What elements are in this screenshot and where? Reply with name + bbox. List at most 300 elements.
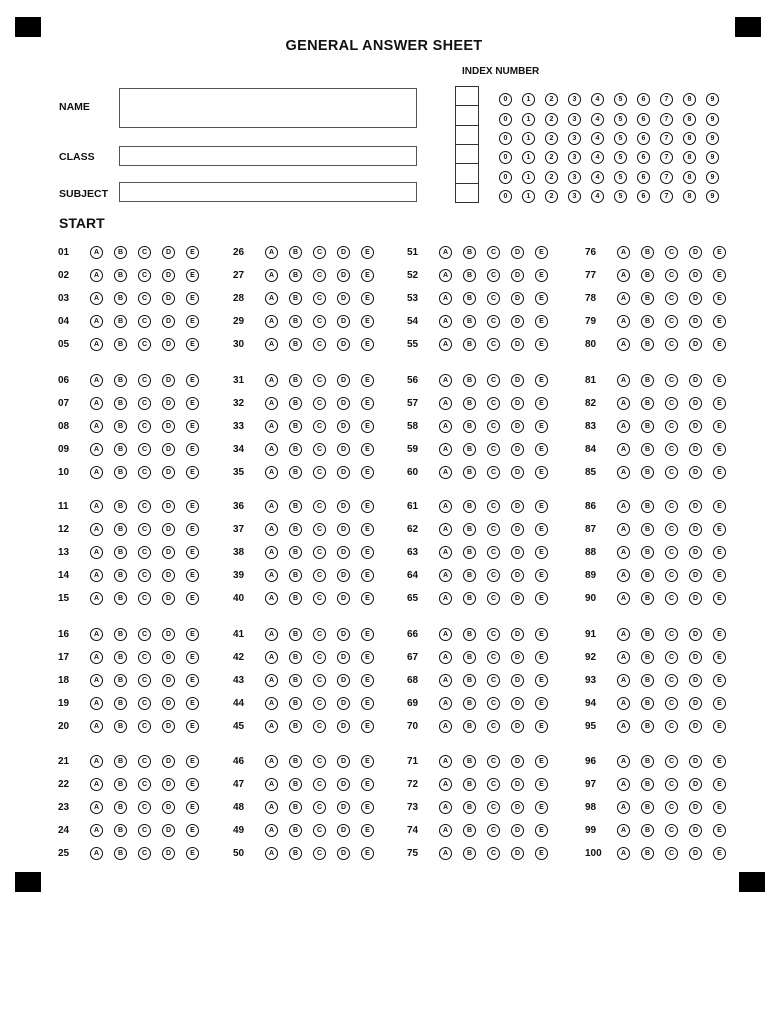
answer-bubble-a[interactable]: A <box>265 628 278 641</box>
answer-bubble-e[interactable]: E <box>361 420 374 433</box>
answer-bubble-c[interactable]: C <box>313 500 326 513</box>
answer-bubble-d[interactable]: D <box>337 778 350 791</box>
answer-bubble-c[interactable]: C <box>665 443 678 456</box>
index-digit-bubble[interactable]: 0 <box>499 113 512 126</box>
answer-bubble-a[interactable]: A <box>617 246 630 259</box>
answer-bubble-b[interactable]: B <box>289 569 302 582</box>
answer-bubble-e[interactable]: E <box>535 246 548 259</box>
answer-bubble-a[interactable]: A <box>265 246 278 259</box>
answer-bubble-c[interactable]: C <box>665 246 678 259</box>
index-digit-bubble[interactable]: 2 <box>545 151 558 164</box>
answer-bubble-a[interactable]: A <box>265 420 278 433</box>
answer-bubble-c[interactable]: C <box>665 755 678 768</box>
answer-bubble-a[interactable]: A <box>439 569 452 582</box>
answer-bubble-a[interactable]: A <box>265 651 278 664</box>
answer-bubble-e[interactable]: E <box>361 374 374 387</box>
answer-bubble-d[interactable]: D <box>511 246 524 259</box>
answer-bubble-e[interactable]: E <box>186 720 199 733</box>
subject-field[interactable] <box>119 182 417 202</box>
answer-bubble-b[interactable]: B <box>114 292 127 305</box>
answer-bubble-c[interactable]: C <box>665 546 678 559</box>
answer-bubble-c[interactable]: C <box>665 824 678 837</box>
answer-bubble-a[interactable]: A <box>439 546 452 559</box>
answer-bubble-d[interactable]: D <box>511 523 524 536</box>
answer-bubble-a[interactable]: A <box>265 269 278 282</box>
answer-bubble-e[interactable]: E <box>186 500 199 513</box>
answer-bubble-b[interactable]: B <box>463 720 476 733</box>
answer-bubble-e[interactable]: E <box>361 569 374 582</box>
answer-bubble-e[interactable]: E <box>713 420 726 433</box>
answer-bubble-e[interactable]: E <box>535 847 548 860</box>
answer-bubble-b[interactable]: B <box>114 569 127 582</box>
answer-bubble-e[interactable]: E <box>535 755 548 768</box>
answer-bubble-a[interactable]: A <box>617 778 630 791</box>
answer-bubble-b[interactable]: B <box>641 397 654 410</box>
answer-bubble-b[interactable]: B <box>114 824 127 837</box>
answer-bubble-a[interactable]: A <box>265 592 278 605</box>
answer-bubble-c[interactable]: C <box>665 500 678 513</box>
answer-bubble-c[interactable]: C <box>138 466 151 479</box>
answer-bubble-c[interactable]: C <box>487 847 500 860</box>
answer-bubble-e[interactable]: E <box>361 628 374 641</box>
answer-bubble-e[interactable]: E <box>186 246 199 259</box>
answer-bubble-d[interactable]: D <box>337 569 350 582</box>
answer-bubble-d[interactable]: D <box>337 292 350 305</box>
answer-bubble-a[interactable]: A <box>439 269 452 282</box>
answer-bubble-c[interactable]: C <box>313 720 326 733</box>
answer-bubble-e[interactable]: E <box>535 778 548 791</box>
answer-bubble-c[interactable]: C <box>313 592 326 605</box>
answer-bubble-a[interactable]: A <box>265 755 278 768</box>
answer-bubble-c[interactable]: C <box>313 801 326 814</box>
answer-bubble-c[interactable]: C <box>665 651 678 664</box>
answer-bubble-d[interactable]: D <box>511 338 524 351</box>
answer-bubble-d[interactable]: D <box>162 801 175 814</box>
index-digit-bubble[interactable]: 6 <box>637 190 650 203</box>
answer-bubble-c[interactable]: C <box>487 674 500 687</box>
index-digit-bubble[interactable]: 8 <box>683 171 696 184</box>
answer-bubble-a[interactable]: A <box>90 397 103 410</box>
answer-bubble-b[interactable]: B <box>641 500 654 513</box>
answer-bubble-e[interactable]: E <box>713 651 726 664</box>
answer-bubble-d[interactable]: D <box>689 628 702 641</box>
index-digit-bubble[interactable]: 0 <box>499 190 512 203</box>
answer-bubble-a[interactable]: A <box>617 523 630 536</box>
answer-bubble-e[interactable]: E <box>535 801 548 814</box>
answer-bubble-c[interactable]: C <box>487 443 500 456</box>
index-digit-bubble[interactable]: 1 <box>522 93 535 106</box>
answer-bubble-c[interactable]: C <box>138 651 151 664</box>
answer-bubble-a[interactable]: A <box>265 546 278 559</box>
answer-bubble-e[interactable]: E <box>361 847 374 860</box>
answer-bubble-a[interactable]: A <box>439 292 452 305</box>
index-digit-bubble[interactable]: 1 <box>522 113 535 126</box>
answer-bubble-e[interactable]: E <box>535 397 548 410</box>
answer-bubble-c[interactable]: C <box>665 420 678 433</box>
answer-bubble-d[interactable]: D <box>511 374 524 387</box>
answer-bubble-b[interactable]: B <box>289 292 302 305</box>
answer-bubble-e[interactable]: E <box>713 674 726 687</box>
answer-bubble-d[interactable]: D <box>162 397 175 410</box>
answer-bubble-b[interactable]: B <box>463 374 476 387</box>
answer-bubble-b[interactable]: B <box>463 824 476 837</box>
answer-bubble-c[interactable]: C <box>313 269 326 282</box>
answer-bubble-b[interactable]: B <box>641 292 654 305</box>
index-digit-bubble[interactable]: 0 <box>499 151 512 164</box>
answer-bubble-a[interactable]: A <box>90 628 103 641</box>
answer-bubble-d[interactable]: D <box>337 592 350 605</box>
answer-bubble-a[interactable]: A <box>265 523 278 536</box>
answer-bubble-c[interactable]: C <box>487 420 500 433</box>
answer-bubble-e[interactable]: E <box>186 592 199 605</box>
answer-bubble-b[interactable]: B <box>641 824 654 837</box>
answer-bubble-b[interactable]: B <box>641 720 654 733</box>
answer-bubble-d[interactable]: D <box>511 292 524 305</box>
index-digit-box[interactable] <box>456 87 478 106</box>
answer-bubble-a[interactable]: A <box>439 338 452 351</box>
answer-bubble-b[interactable]: B <box>114 315 127 328</box>
answer-bubble-e[interactable]: E <box>713 801 726 814</box>
answer-bubble-b[interactable]: B <box>289 847 302 860</box>
answer-bubble-b[interactable]: B <box>114 546 127 559</box>
answer-bubble-d[interactable]: D <box>337 315 350 328</box>
answer-bubble-d[interactable]: D <box>511 778 524 791</box>
answer-bubble-a[interactable]: A <box>265 674 278 687</box>
answer-bubble-a[interactable]: A <box>617 269 630 282</box>
answer-bubble-d[interactable]: D <box>162 720 175 733</box>
answer-bubble-a[interactable]: A <box>265 374 278 387</box>
index-digit-bubble[interactable]: 0 <box>499 132 512 145</box>
answer-bubble-a[interactable]: A <box>617 651 630 664</box>
answer-bubble-a[interactable]: A <box>90 374 103 387</box>
answer-bubble-c[interactable]: C <box>487 338 500 351</box>
answer-bubble-c[interactable]: C <box>138 569 151 582</box>
answer-bubble-d[interactable]: D <box>689 466 702 479</box>
answer-bubble-d[interactable]: D <box>511 546 524 559</box>
index-digit-bubble[interactable]: 6 <box>637 151 650 164</box>
answer-bubble-a[interactable]: A <box>90 569 103 582</box>
index-digit-bubble[interactable]: 1 <box>522 151 535 164</box>
answer-bubble-a[interactable]: A <box>617 443 630 456</box>
answer-bubble-b[interactable]: B <box>641 755 654 768</box>
answer-bubble-e[interactable]: E <box>186 628 199 641</box>
index-digit-bubble[interactable]: 7 <box>660 190 673 203</box>
answer-bubble-e[interactable]: E <box>535 546 548 559</box>
answer-bubble-e[interactable]: E <box>361 592 374 605</box>
answer-bubble-d[interactable]: D <box>689 269 702 282</box>
answer-bubble-a[interactable]: A <box>617 801 630 814</box>
index-digit-bubble[interactable]: 9 <box>706 171 719 184</box>
index-digit-bubble[interactable]: 7 <box>660 151 673 164</box>
class-field[interactable] <box>119 146 417 166</box>
answer-bubble-a[interactable]: A <box>617 592 630 605</box>
answer-bubble-b[interactable]: B <box>463 443 476 456</box>
answer-bubble-c[interactable]: C <box>665 720 678 733</box>
answer-bubble-e[interactable]: E <box>186 569 199 582</box>
answer-bubble-b[interactable]: B <box>289 397 302 410</box>
answer-bubble-d[interactable]: D <box>689 292 702 305</box>
answer-bubble-b[interactable]: B <box>463 315 476 328</box>
answer-bubble-a[interactable]: A <box>617 315 630 328</box>
answer-bubble-c[interactable]: C <box>665 592 678 605</box>
answer-bubble-c[interactable]: C <box>138 592 151 605</box>
answer-bubble-c[interactable]: C <box>138 443 151 456</box>
answer-bubble-e[interactable]: E <box>535 720 548 733</box>
answer-bubble-b[interactable]: B <box>641 697 654 710</box>
answer-bubble-c[interactable]: C <box>665 523 678 536</box>
answer-bubble-b[interactable]: B <box>463 397 476 410</box>
index-digit-bubble[interactable]: 1 <box>522 132 535 145</box>
answer-bubble-e[interactable]: E <box>186 847 199 860</box>
answer-bubble-b[interactable]: B <box>289 697 302 710</box>
answer-bubble-b[interactable]: B <box>641 443 654 456</box>
index-digit-bubble[interactable]: 3 <box>568 151 581 164</box>
answer-bubble-a[interactable]: A <box>439 651 452 664</box>
answer-bubble-e[interactable]: E <box>713 720 726 733</box>
answer-bubble-d[interactable]: D <box>511 569 524 582</box>
answer-bubble-c[interactable]: C <box>138 697 151 710</box>
answer-bubble-d[interactable]: D <box>689 697 702 710</box>
answer-bubble-c[interactable]: C <box>487 374 500 387</box>
answer-bubble-b[interactable]: B <box>289 651 302 664</box>
answer-bubble-b[interactable]: B <box>289 801 302 814</box>
answer-bubble-c[interactable]: C <box>138 523 151 536</box>
answer-bubble-a[interactable]: A <box>265 443 278 456</box>
answer-bubble-a[interactable]: A <box>439 628 452 641</box>
answer-bubble-c[interactable]: C <box>138 755 151 768</box>
answer-bubble-c[interactable]: C <box>313 523 326 536</box>
answer-bubble-c[interactable]: C <box>487 651 500 664</box>
index-digit-bubble[interactable]: 5 <box>614 171 627 184</box>
answer-bubble-c[interactable]: C <box>138 500 151 513</box>
answer-bubble-d[interactable]: D <box>337 420 350 433</box>
answer-bubble-e[interactable]: E <box>713 500 726 513</box>
answer-bubble-b[interactable]: B <box>114 374 127 387</box>
answer-bubble-c[interactable]: C <box>487 269 500 282</box>
answer-bubble-c[interactable]: C <box>313 246 326 259</box>
answer-bubble-d[interactable]: D <box>511 443 524 456</box>
answer-bubble-d[interactable]: D <box>511 651 524 664</box>
answer-bubble-d[interactable]: D <box>162 755 175 768</box>
answer-bubble-d[interactable]: D <box>689 592 702 605</box>
answer-bubble-d[interactable]: D <box>689 824 702 837</box>
answer-bubble-a[interactable]: A <box>265 397 278 410</box>
answer-bubble-c[interactable]: C <box>313 420 326 433</box>
answer-bubble-c[interactable]: C <box>138 292 151 305</box>
answer-bubble-d[interactable]: D <box>511 697 524 710</box>
answer-bubble-d[interactable]: D <box>337 523 350 536</box>
index-digit-bubble[interactable]: 7 <box>660 113 673 126</box>
answer-bubble-e[interactable]: E <box>535 569 548 582</box>
answer-bubble-c[interactable]: C <box>665 338 678 351</box>
answer-bubble-b[interactable]: B <box>114 592 127 605</box>
answer-bubble-e[interactable]: E <box>186 546 199 559</box>
answer-bubble-b[interactable]: B <box>641 651 654 664</box>
answer-bubble-e[interactable]: E <box>535 674 548 687</box>
answer-bubble-e[interactable]: E <box>713 315 726 328</box>
answer-bubble-d[interactable]: D <box>689 443 702 456</box>
answer-bubble-e[interactable]: E <box>535 824 548 837</box>
answer-bubble-d[interactable]: D <box>689 246 702 259</box>
answer-bubble-a[interactable]: A <box>90 720 103 733</box>
answer-bubble-a[interactable]: A <box>617 546 630 559</box>
index-digit-bubble[interactable]: 7 <box>660 171 673 184</box>
answer-bubble-b[interactable]: B <box>463 338 476 351</box>
answer-bubble-b[interactable]: B <box>463 420 476 433</box>
answer-bubble-b[interactable]: B <box>463 778 476 791</box>
answer-bubble-d[interactable]: D <box>689 523 702 536</box>
answer-bubble-b[interactable]: B <box>114 755 127 768</box>
answer-bubble-e[interactable]: E <box>361 697 374 710</box>
answer-bubble-b[interactable]: B <box>463 500 476 513</box>
answer-bubble-a[interactable]: A <box>90 546 103 559</box>
answer-bubble-b[interactable]: B <box>289 246 302 259</box>
answer-bubble-a[interactable]: A <box>439 443 452 456</box>
answer-bubble-e[interactable]: E <box>713 546 726 559</box>
answer-bubble-d[interactable]: D <box>511 420 524 433</box>
answer-bubble-d[interactable]: D <box>162 246 175 259</box>
index-digit-bubble[interactable]: 0 <box>499 93 512 106</box>
answer-bubble-b[interactable]: B <box>463 755 476 768</box>
answer-bubble-e[interactable]: E <box>535 269 548 282</box>
answer-bubble-c[interactable]: C <box>138 315 151 328</box>
answer-bubble-a[interactable]: A <box>439 847 452 860</box>
answer-bubble-b[interactable]: B <box>114 397 127 410</box>
answer-bubble-b[interactable]: B <box>114 246 127 259</box>
answer-bubble-e[interactable]: E <box>361 269 374 282</box>
answer-bubble-b[interactable]: B <box>641 338 654 351</box>
answer-bubble-b[interactable]: B <box>114 628 127 641</box>
answer-bubble-d[interactable]: D <box>689 546 702 559</box>
answer-bubble-b[interactable]: B <box>289 778 302 791</box>
answer-bubble-c[interactable]: C <box>313 292 326 305</box>
answer-bubble-a[interactable]: A <box>90 592 103 605</box>
answer-bubble-c[interactable]: C <box>487 628 500 641</box>
answer-bubble-a[interactable]: A <box>90 523 103 536</box>
answer-bubble-d[interactable]: D <box>337 628 350 641</box>
index-digit-bubble[interactable]: 5 <box>614 151 627 164</box>
answer-bubble-a[interactable]: A <box>617 500 630 513</box>
answer-bubble-a[interactable]: A <box>617 755 630 768</box>
index-digit-bubble[interactable]: 1 <box>522 190 535 203</box>
answer-bubble-b[interactable]: B <box>289 420 302 433</box>
answer-bubble-e[interactable]: E <box>186 269 199 282</box>
answer-bubble-e[interactable]: E <box>713 397 726 410</box>
answer-bubble-a[interactable]: A <box>617 569 630 582</box>
answer-bubble-c[interactable]: C <box>313 315 326 328</box>
answer-bubble-a[interactable]: A <box>439 374 452 387</box>
answer-bubble-d[interactable]: D <box>162 847 175 860</box>
answer-bubble-d[interactable]: D <box>689 500 702 513</box>
answer-bubble-b[interactable]: B <box>641 592 654 605</box>
answer-bubble-e[interactable]: E <box>713 592 726 605</box>
answer-bubble-e[interactable]: E <box>713 755 726 768</box>
answer-bubble-d[interactable]: D <box>689 801 702 814</box>
answer-bubble-c[interactable]: C <box>487 697 500 710</box>
answer-bubble-d[interactable]: D <box>162 269 175 282</box>
answer-bubble-c[interactable]: C <box>665 269 678 282</box>
answer-bubble-e[interactable]: E <box>361 824 374 837</box>
answer-bubble-d[interactable]: D <box>162 651 175 664</box>
answer-bubble-c[interactable]: C <box>138 546 151 559</box>
answer-bubble-a[interactable]: A <box>90 755 103 768</box>
index-digit-bubble[interactable]: 9 <box>706 132 719 145</box>
index-digit-bubble[interactable]: 8 <box>683 132 696 145</box>
answer-bubble-d[interactable]: D <box>162 592 175 605</box>
answer-bubble-c[interactable]: C <box>313 443 326 456</box>
answer-bubble-c[interactable]: C <box>138 374 151 387</box>
answer-bubble-e[interactable]: E <box>535 628 548 641</box>
answer-bubble-c[interactable]: C <box>138 420 151 433</box>
answer-bubble-c[interactable]: C <box>487 720 500 733</box>
answer-bubble-b[interactable]: B <box>463 246 476 259</box>
answer-bubble-e[interactable]: E <box>186 674 199 687</box>
answer-bubble-e[interactable]: E <box>713 443 726 456</box>
answer-bubble-b[interactable]: B <box>114 801 127 814</box>
answer-bubble-b[interactable]: B <box>463 651 476 664</box>
index-digit-box[interactable] <box>456 184 478 202</box>
answer-bubble-b[interactable]: B <box>114 697 127 710</box>
answer-bubble-a[interactable]: A <box>265 778 278 791</box>
answer-bubble-e[interactable]: E <box>186 755 199 768</box>
answer-bubble-a[interactable]: A <box>265 847 278 860</box>
answer-bubble-d[interactable]: D <box>689 847 702 860</box>
answer-bubble-d[interactable]: D <box>162 466 175 479</box>
answer-bubble-d[interactable]: D <box>511 824 524 837</box>
answer-bubble-c[interactable]: C <box>313 697 326 710</box>
index-digit-bubble[interactable]: 4 <box>591 171 604 184</box>
answer-bubble-e[interactable]: E <box>713 246 726 259</box>
answer-bubble-d[interactable]: D <box>162 374 175 387</box>
answer-bubble-b[interactable]: B <box>463 292 476 305</box>
answer-bubble-c[interactable]: C <box>487 523 500 536</box>
answer-bubble-d[interactable]: D <box>689 569 702 582</box>
index-digit-bubble[interactable]: 3 <box>568 171 581 184</box>
index-digit-bubble[interactable]: 3 <box>568 132 581 145</box>
answer-bubble-a[interactable]: A <box>90 269 103 282</box>
answer-bubble-b[interactable]: B <box>114 500 127 513</box>
answer-bubble-c[interactable]: C <box>487 466 500 479</box>
answer-bubble-b[interactable]: B <box>463 801 476 814</box>
answer-bubble-e[interactable]: E <box>186 443 199 456</box>
answer-bubble-d[interactable]: D <box>162 778 175 791</box>
answer-bubble-b[interactable]: B <box>289 338 302 351</box>
index-digit-box[interactable] <box>456 164 478 183</box>
index-digit-bubble[interactable]: 9 <box>706 113 719 126</box>
answer-bubble-d[interactable]: D <box>511 500 524 513</box>
index-digit-bubble[interactable]: 8 <box>683 93 696 106</box>
answer-bubble-a[interactable]: A <box>439 420 452 433</box>
answer-bubble-e[interactable]: E <box>713 569 726 582</box>
index-digit-bubble[interactable]: 1 <box>522 171 535 184</box>
answer-bubble-a[interactable]: A <box>90 847 103 860</box>
answer-bubble-a[interactable]: A <box>439 523 452 536</box>
answer-bubble-a[interactable]: A <box>617 420 630 433</box>
answer-bubble-a[interactable]: A <box>617 338 630 351</box>
answer-bubble-a[interactable]: A <box>265 466 278 479</box>
answer-bubble-a[interactable]: A <box>439 778 452 791</box>
answer-bubble-e[interactable]: E <box>186 801 199 814</box>
answer-bubble-b[interactable]: B <box>463 592 476 605</box>
answer-bubble-a[interactable]: A <box>439 466 452 479</box>
answer-bubble-d[interactable]: D <box>337 801 350 814</box>
answer-bubble-d[interactable]: D <box>162 420 175 433</box>
answer-bubble-c[interactable]: C <box>665 628 678 641</box>
answer-bubble-c[interactable]: C <box>313 628 326 641</box>
answer-bubble-b[interactable]: B <box>114 674 127 687</box>
answer-bubble-d[interactable]: D <box>689 338 702 351</box>
answer-bubble-e[interactable]: E <box>361 720 374 733</box>
